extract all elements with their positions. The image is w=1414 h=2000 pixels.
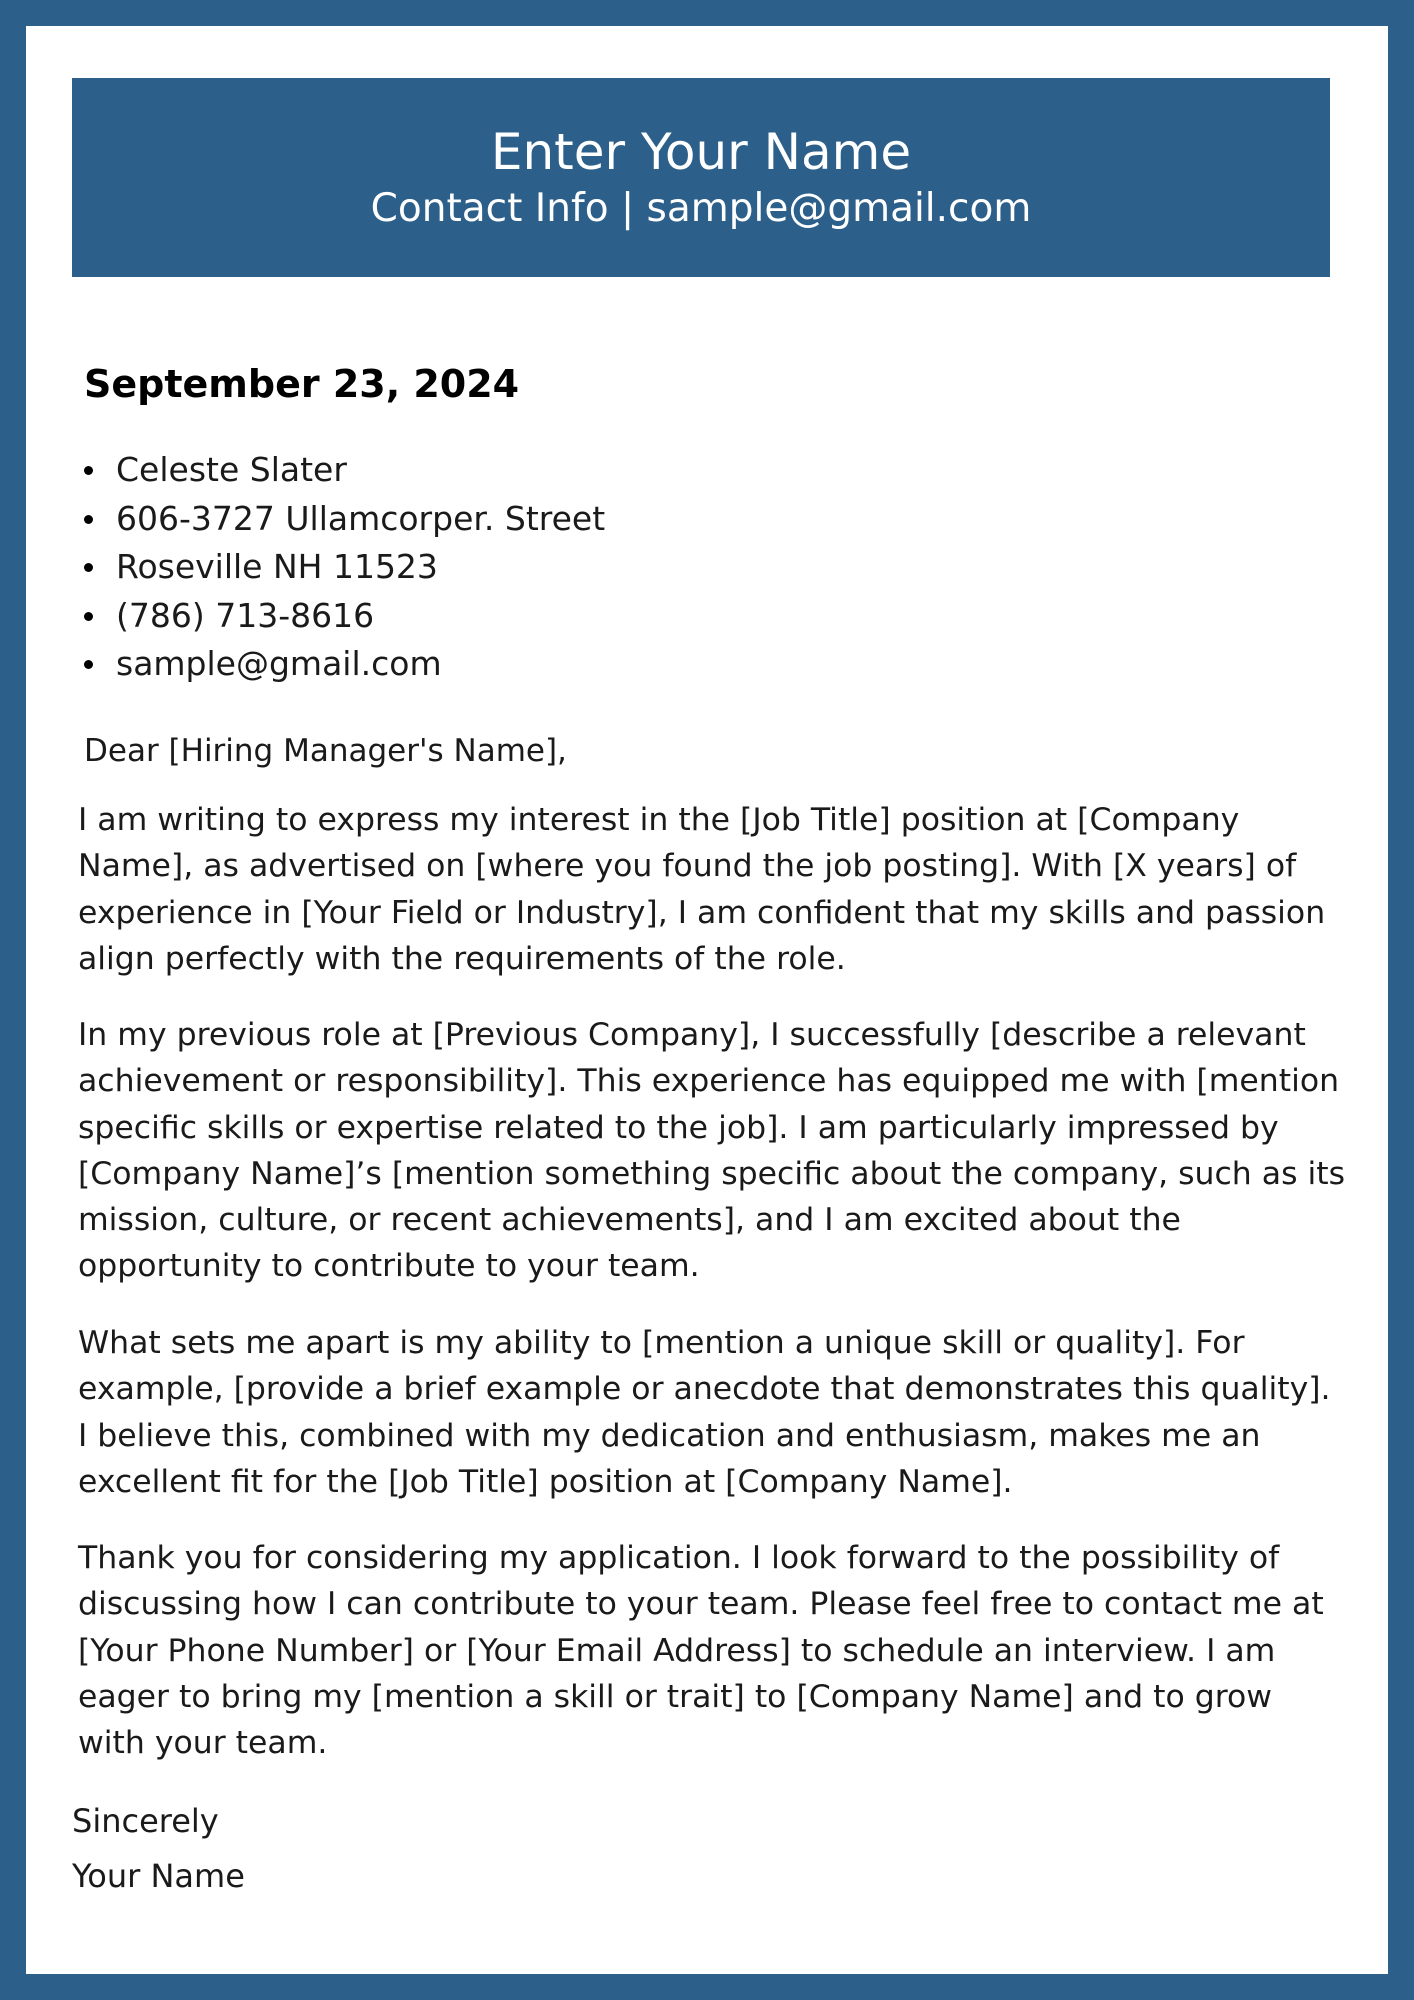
closing-signature-name: Your Name <box>72 1857 245 1895</box>
body-paragraph-4: Thank you for considering my application. I look forward to the possibility of discussing how I can contribute to your team. Please feel free to contact me at [Your Phone Number] or [Your Email Address] to schedule an interview. I am eager to bring my [mention a skill or trait] to [Company Name] and to grow with your team. <box>78 1540 1324 1762</box>
recipient-street: 606-3727 Ullamcorper. Street <box>84 495 605 544</box>
letter-page <box>26 26 1388 1974</box>
body-paragraph-3: What sets me apart is my ability to [mention a unique skill or quality]. For example, [provide a brief example or anecdote that demonstrates this quality]. I believe this, combined with my dedication and enthusiasm, makes me an excellent fit for the [Job Title] position at [Company Name]. <box>78 1325 1331 1500</box>
body-paragraph-1: I am writing to express my interest in the [Job Title] position at [Company Name], as advertised on [where you found the job posting]. With [X years] of experience in [Your Field or Industry], I am confident that my skills and passion align perfectly with the requirements of the role. <box>78 802 1326 977</box>
bullet-icon <box>84 612 93 621</box>
header-banner <box>72 78 1330 277</box>
bullet-icon <box>84 563 93 572</box>
recipient-address-list <box>84 446 605 689</box>
body-paragraph-2: In my previous role at [Previous Company], I successfully [describe a relevant achievement or responsibility]. This experience has equipped me with [mention specific skills or expertise related to the job]. I am particularly impressed by [Company Name]’s [mention something specific about the company, such as its mission, culture, or recent achievements], and I am excited about the opportunity to contribute to your team. <box>78 1017 1346 1285</box>
recipient-city: Roseville NH 11523 <box>84 543 605 592</box>
bullet-icon <box>84 515 93 524</box>
recipient-name: Celeste Slater <box>84 446 605 495</box>
bullet-icon <box>84 660 93 669</box>
recipient-email: sample@gmail.com <box>84 640 605 689</box>
closing-sign-off: Sincerely <box>72 1802 219 1840</box>
sender-contact: Contact Info | sample@gmail.com <box>370 186 1032 231</box>
salutation: Dear [Hiring Manager's Name], <box>84 733 567 769</box>
bullet-icon <box>84 466 93 475</box>
letter-date: September 23, 2024 <box>84 362 520 406</box>
recipient-phone: (786) 713-8616 <box>84 592 605 641</box>
sender-name: Enter Your Name <box>490 123 912 181</box>
